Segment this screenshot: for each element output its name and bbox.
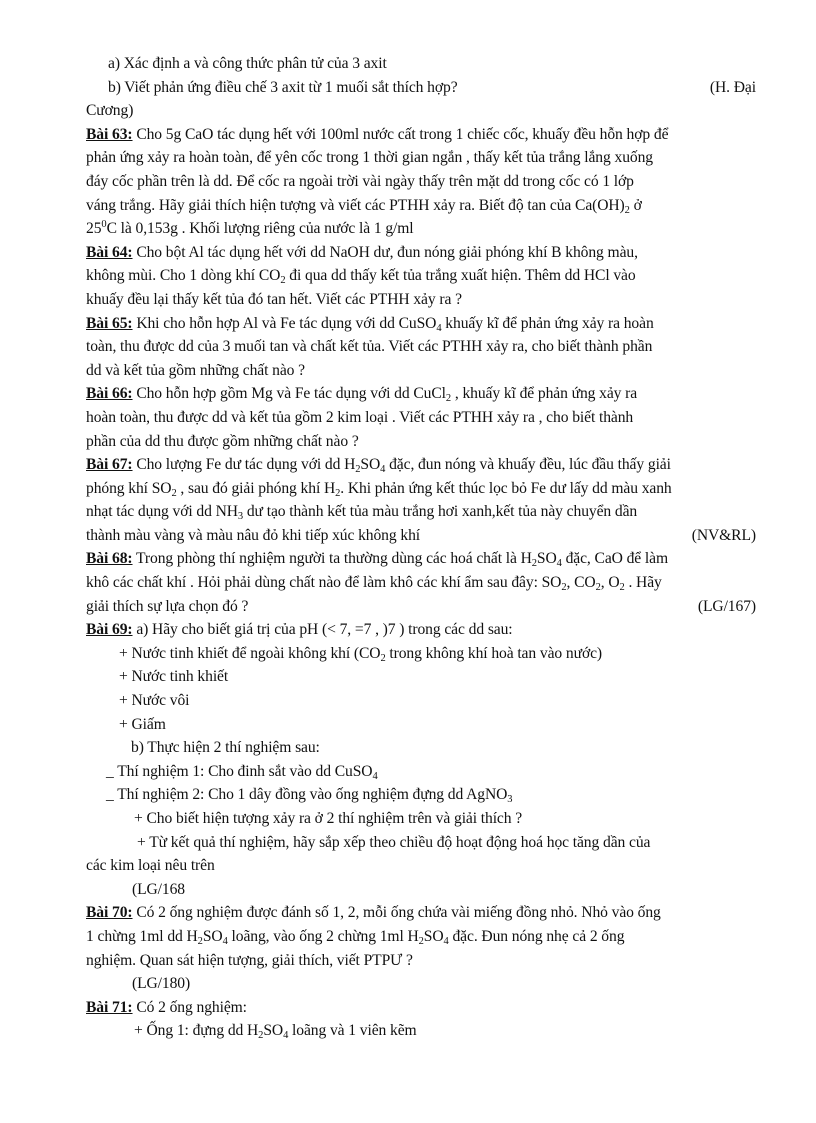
subscript: 2 [197, 935, 203, 947]
text-span: , khuấy kĩ để phản ứng xảy ra [451, 385, 638, 403]
text-span: không mùi. Cho 1 dòng khí CO [86, 267, 281, 285]
exercise-63-line [86, 123, 766, 147]
exercise-63-label: Bài 63: [86, 125, 133, 143]
text-span: đặc, CaO để làm [561, 550, 669, 568]
subscript: 4 [436, 322, 442, 334]
text-span: phóng khí SO [86, 479, 172, 497]
text-span: SO [360, 456, 381, 474]
exercise-66-line [86, 382, 766, 406]
text-line [86, 736, 766, 760]
exercise-66-label: Bài 66: [86, 385, 133, 403]
subscript: 2 [380, 652, 386, 664]
text-span: Cho hỗn hợp gồm Mg và Fe tác dụng với dd CuCl [132, 385, 446, 403]
text-span: đi qua dd thấy kết tủa trắng xuất hiện. Thêm dd HCl vào [285, 267, 636, 285]
text-line [86, 217, 766, 241]
list-item [86, 713, 766, 737]
text-span: Cho lượng Fe dư tác dụng với dd H [132, 456, 356, 474]
subscript: 3 [237, 511, 244, 523]
exercise-67-label: Bài 67: [86, 456, 133, 474]
text-line [86, 288, 766, 312]
text-span: + Từ kết quả thí nghiệm, hãy sắp xếp theo chiều độ hoạt động hoá học tăng dần của [137, 833, 651, 851]
text-span: + Cho biết hiện tượng xảy ra ở 2 thí nghiệm trên và giải thích ? [134, 810, 523, 827]
text-span: a) Hãy cho biết giá trị của pH (< 7, =7 , )7 ) trong các dd sau: [132, 621, 513, 639]
question-part-a: a) Xác định a và công thức phân tử của 3 axit [108, 55, 387, 72]
subscript: 2 [561, 582, 567, 594]
text-line [86, 406, 766, 430]
text-span: Khi cho hỗn hợp Al và Fe tác dụng với dd CuSO [132, 314, 437, 332]
text-span: đáy cốc phần trên là dd. Để cốc ra ngoài trời vài ngày thấy trên mặt dd trong cốc có 1 lớp [86, 172, 634, 190]
text-line [86, 99, 766, 123]
subscript: 4 [283, 1030, 289, 1042]
text-line [86, 477, 766, 501]
source-reference: (LG/168 [132, 880, 186, 898]
source-reference: (LG/167) [697, 597, 756, 615]
list-item [86, 665, 766, 689]
text-span: SO [263, 1022, 284, 1040]
text-span: đặc, đun nóng và khuấy đều, lúc đầu thấy giải [385, 456, 671, 474]
text-line [86, 52, 766, 76]
text-span: khuấy kĩ để phản ứng xảy ra hoàn [441, 314, 654, 332]
text-span: hoàn toàn, thu được dd và kết tủa gồm 2 kim loại . Viết các PTHH xảy ra , cho biết thành [86, 408, 634, 426]
text-span: phản ứng xảy ra hoàn toàn, để yên cốc trong 1 thời gian ngắn , thấy kết tủa trắng lắng xuống [86, 149, 653, 167]
exercise-69-line [86, 618, 766, 642]
list-item [86, 689, 766, 713]
text-span: Cho 5g CaO tác dụng hết với 100ml nước cất trong 1 chiếc cốc, khuấy đều hỗn hợp để [132, 125, 669, 143]
text-span: loãng, vào ống 2 chừng 1ml H [227, 927, 419, 945]
text-line [86, 170, 766, 194]
text-line [86, 972, 766, 996]
text-span: SO [536, 550, 557, 568]
subscript: 4 [380, 464, 386, 476]
subscript: 4 [443, 935, 449, 947]
text-line [86, 500, 766, 524]
text-span: _ Thí nghiệm 2: Cho 1 dây đồng vào ống nghiệm đựng dd AgNO [106, 786, 508, 804]
subscript: 2 [335, 487, 341, 499]
exercise-70-label: Bài 70: [86, 904, 133, 922]
text-span: dd và kết tủa gồm những chất nào ? [86, 361, 305, 379]
document-page [86, 52, 766, 1043]
text-span: các kim loại nêu trên [86, 857, 215, 875]
list-item [86, 642, 766, 666]
text-span: khô các chất khí . Hỏi phải dùng chất nào để làm khô các khí ẩm sau đây: SO [86, 574, 562, 592]
exercise-71-line [86, 996, 766, 1020]
source-reference: (NV&RL) [691, 526, 756, 544]
text-span: SO [423, 927, 444, 945]
subscript: 2 [418, 935, 424, 947]
exercise-64-label: Bài 64: [86, 243, 133, 261]
source-reference-continued: Cương) [86, 102, 134, 120]
text-span: + Ống 1: đựng dd H [134, 1022, 259, 1040]
text-line [86, 595, 766, 619]
text-span: ở [629, 196, 642, 214]
subscript: 2 [619, 582, 625, 594]
text-span: giải thích sự lựa chọn đó ? [86, 597, 249, 615]
subscript: 2 [624, 204, 630, 216]
list-item [86, 1019, 766, 1043]
source-reference: (LG/180) [132, 975, 191, 993]
text-span: váng trắng. Hãy giải thích hiện tượng và viết các PTHH xảy ra. Biết độ tan của Ca(OH) [86, 196, 625, 214]
text-span: , sau đó giải phóng khí H [176, 479, 336, 497]
text-span: Có 2 ống nghiệm được đánh số 1, 2, mỗi ống chứa vài miếng đồng nhỏ. Nhỏ vào ống [132, 904, 661, 922]
subscript: 2 [445, 393, 452, 405]
text-span: Trong phòng thí nghiệm người ta thường dùng các hoá chất là H [132, 550, 532, 568]
exercise-70-line [86, 901, 766, 925]
text-line [86, 854, 766, 878]
text-span: trong không khí hoà tan vào nước) [385, 644, 602, 662]
text-line [86, 524, 766, 548]
subscript: 2 [531, 558, 537, 570]
subscript: 3 [507, 794, 513, 806]
exercise-68-line [86, 547, 766, 571]
subscript: 4 [222, 935, 228, 947]
text-span: b) Thực hiện 2 thí nghiệm sau: [131, 739, 320, 757]
text-line [86, 335, 766, 359]
text-line [86, 949, 766, 973]
subscript: 2 [258, 1030, 264, 1042]
text-span: Có 2 ống nghiệm: [132, 998, 247, 1016]
text-line [86, 878, 766, 902]
text-line [86, 430, 766, 454]
text-span: + Nước tinh khiết [119, 668, 229, 686]
text-line [86, 359, 766, 383]
exercise-65-line [86, 312, 766, 336]
text-span: dư tạo thành kết tủa màu trắng hơi xanh,kết tủa này chuyển dần [243, 503, 638, 521]
list-item [86, 807, 766, 831]
text-span: _ Thí nghiệm 1: Cho đinh sắt vào dd CuSO [106, 762, 373, 780]
text-span: nhạt tác dụng với dd NH [86, 503, 238, 521]
text-span: + Giấm [119, 715, 166, 733]
exercise-65-label: Bài 65: [86, 314, 133, 332]
list-item [86, 831, 766, 855]
exercise-64-line [86, 241, 766, 265]
subscript: 4 [372, 770, 378, 782]
exercise-69-label: Bài 69: [86, 621, 133, 639]
text-span: 1 chừng 1ml dd H [86, 927, 198, 945]
text-span: + Nước vôi [119, 692, 190, 710]
text-span: loãng và 1 viên kẽm [288, 1022, 417, 1040]
text-line [86, 571, 766, 595]
exercise-68-label: Bài 68: [86, 550, 133, 568]
text-span: . Hãy [624, 574, 662, 592]
text-span: phần của dd thu được gồm những chất nào ? [86, 432, 359, 450]
exercise-71-label: Bài 71: [86, 998, 133, 1016]
subscript: 2 [595, 582, 601, 594]
text-span: , CO [566, 574, 596, 592]
text-span: Cho bột Al tác dụng hết với dd NaOH dư, đun nóng giải phóng khí B không màu, [132, 243, 638, 261]
subscript: 4 [556, 558, 562, 570]
text-span: toàn, thu được dd của 3 muối tan và chất kết tủa. Viết các PTHH xảy ra, cho biết thành phần [86, 338, 653, 356]
text-span: , O [600, 574, 620, 592]
text-span: C là 0,153g . Khối lượng riêng của nước là 1 g/ml [106, 220, 414, 238]
list-item [86, 760, 766, 784]
list-item [86, 783, 766, 807]
question-part-b: b) Viết phản ứng điều chế 3 axit từ 1 muối sắt thích hợp? [108, 78, 458, 96]
text-span: khuấy đều lại thấy kết tủa đó tan hết. Viết các PTHH xảy ra ? [86, 290, 462, 308]
text-line [86, 264, 766, 288]
text-line [86, 194, 766, 218]
subscript: 2 [171, 487, 177, 499]
text-line [86, 146, 766, 170]
superscript: 0 [101, 219, 107, 231]
exercise-67-line [86, 453, 766, 477]
text-span: thành màu vàng và màu nâu đỏ khi tiếp xúc không khí [86, 526, 420, 544]
text-line [86, 925, 766, 949]
subscript: 2 [355, 464, 361, 476]
source-reference: (H. Đại [709, 78, 756, 96]
text-span: . Khi phản ứng kết thúc lọc bỏ Fe dư lấy dd màu xanh [340, 479, 672, 497]
text-span: 25 [86, 220, 102, 238]
subscript: 2 [280, 275, 286, 287]
text-span: đặc. Đun nóng nhẹ cả 2 ống [448, 927, 625, 945]
text-span: + Nước tinh khiết để ngoài không khí (CO [119, 644, 381, 662]
text-line [86, 76, 766, 100]
text-span: SO [202, 927, 223, 945]
text-span: nghiệm. Quan sát hiện tượng, giải thích, viết PTPƯ ? [86, 951, 413, 969]
